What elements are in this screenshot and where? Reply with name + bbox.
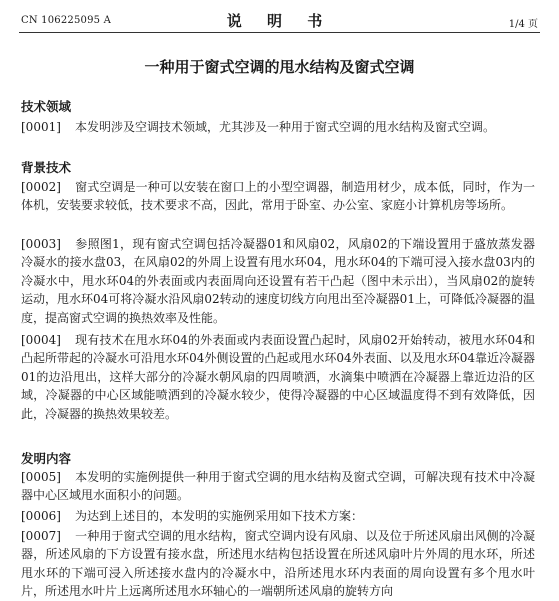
paragraph-number: [0004]	[21, 333, 61, 347]
paragraph-0003	[21, 235, 535, 327]
paragraph-0001	[21, 118, 535, 136]
header-divider	[19, 32, 540, 33]
paragraph-0006	[21, 507, 535, 525]
paragraph-number: [0006]	[21, 509, 61, 523]
paragraph-text: 本发明涉及空调技术领域，尤其涉及一种用于窗式空调的甩水结构及窗式空调。	[75, 120, 496, 134]
paragraph-text: 现有技术在甩水环04的外表面或内表面设置凸起时，风扇02开始转动，被甩水环04和凸起所带起的冷凝水可沿甩水环04外侧设置的凸起或甩水环04外表面、以及甩水环04靠近冷凝器01的边沿甩出，这样大部分的冷凝水朝风扇的四周喷洒，水滴集中喷洒在冷凝器上靠近边沿的区域，冷凝器的中心区域能喷洒到的冷凝水较少，使得冷凝器的中心区域温度得不到有效降低，因此，冷凝器的换热效果较差。	[21, 333, 535, 421]
paragraph-0005	[21, 468, 535, 505]
section-title: 说 明 书	[226, 12, 333, 30]
paragraph-text: 本发明的实施例提供一种用于窗式空调的甩水结构及窗式空调，可解决现有技术中冷凝器中心区域甩水面积小的问题。	[21, 470, 535, 503]
paragraph-number: [0003]	[21, 237, 61, 251]
section-heading-background: 背景技术	[21, 160, 72, 175]
paragraph-number: [0001]	[21, 120, 61, 134]
paragraph-0004	[21, 331, 535, 423]
paragraph-number: [0002]	[21, 180, 61, 194]
section-heading-technical-field: 技术领域	[21, 99, 72, 114]
document-title: 一种用于窗式空调的甩水结构及窗式空调	[144, 58, 415, 76]
paragraph-0002	[21, 178, 535, 215]
page-indicator: 1/4 页	[508, 19, 538, 30]
page-header	[0, 8, 559, 30]
publication-number: CN 106225095 A	[21, 15, 112, 26]
paragraph-text: 窗式空调是一种可以安装在窗口上的小型空调器，制造用材少，成本低，同时，作为一体机，安装要求较低，技术要求不高，因此，常用于卧室、办公室、家庭小计算机房等场所。	[21, 180, 535, 213]
paragraph-number: [0005]	[21, 470, 61, 484]
paragraph-text: 一种用于窗式空调的甩水结构，窗式空调内设有风扇、以及位于所述风扇出风侧的冷凝器，所述风扇的下方设置有接水盘，所述甩水结构包括设置在所述风扇叶片外周的甩水环，所述甩水环的下端可浸入所述接水盘内的冷凝水中，沿所述甩水环内表面的周向设置有多个甩水叶片，所述甩水叶片上远离所述甩水环轴心的一端朝所述风扇的旋转方向	[21, 529, 535, 599]
section-heading-summary: 发明内容	[21, 451, 72, 466]
paragraph-0007	[21, 527, 535, 601]
paragraph-text: 参照图1，现有窗式空调包括冷凝器01和风扇02，风扇02的下端设置用于盛放蒸发器冷凝水的接水盘03，在风扇02的外周上设置有甩水环04，甩水环04的下端可浸入接水盘03内的冷凝水中，甩水环04的外表面或内表面周向还设置有若干凸起（图中未示出），当风扇02的旋转运动，甩水环04可将冷凝水沿风扇02转动的速度切线方向甩出至冷凝器01上，可降低冷凝器的温度，提高窗式空调的换热效率及性能。	[21, 237, 535, 325]
paragraph-text: 为达到上述目的，本发明的实施例采用如下技术方案：	[75, 509, 364, 523]
paragraph-number: [0007]	[21, 529, 61, 543]
